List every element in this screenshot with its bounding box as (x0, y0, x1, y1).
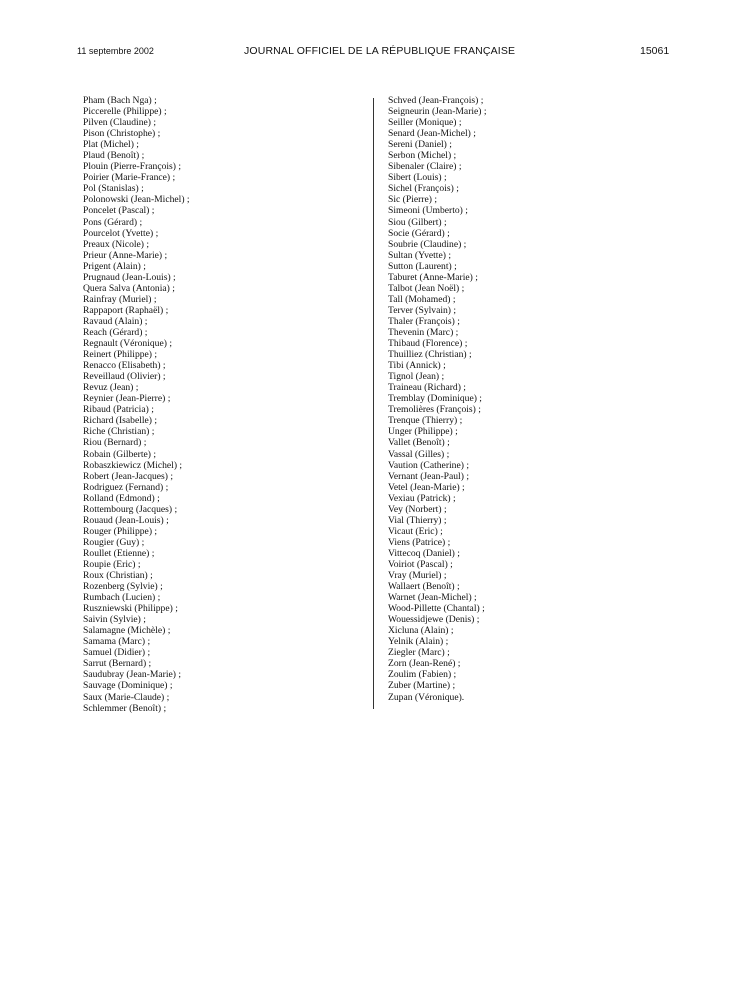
name-entry: Voiriot (Pascal) ; (388, 558, 453, 570)
name-entry: Yelnik (Alain) ; (388, 636, 449, 648)
name-entry: Salamagne (Michèle) ; (83, 625, 171, 637)
name-entry: Prugnaud (Jean-Louis) ; (83, 271, 176, 283)
name-entry: Senard (Jean-Michel) ; (388, 128, 476, 140)
name-entry: Riou (Bernard) ; (83, 437, 147, 449)
name-entry: Robaszkiewicz (Michel) ; (83, 459, 183, 471)
name-entry: Ziegler (Marc) ; (388, 647, 450, 659)
name-entry: Vittecoq (Daniel) ; (388, 547, 460, 559)
name-entry: Unger (Philippe) ; (388, 426, 458, 438)
name-entry: Roullet (Etienne) ; (83, 547, 155, 559)
name-entry: Plaud (Benoît) ; (83, 150, 145, 162)
name-entry: Zuber (Martine) ; (388, 680, 456, 692)
name-entry: Soubrie (Claudine) ; (388, 238, 467, 250)
name-entry: Samuel (Didier) ; (83, 647, 151, 659)
name-entry: Taburet (Anne-Marie) ; (388, 271, 478, 283)
column-divider (373, 98, 374, 709)
name-entry: Samama (Marc) ; (83, 636, 151, 648)
name-entry: Vray (Muriel) ; (388, 570, 447, 582)
name-entry: Poirier (Marie-France) ; (83, 172, 176, 184)
name-entry: Ribaud (Patricia) ; (83, 404, 154, 416)
name-entry: Richard (Isabelle) ; (83, 415, 158, 427)
name-entry: Pourcelot (Yvette) ; (83, 227, 159, 239)
right-name-column (388, 95, 487, 703)
name-entry: Traineau (Richard) ; (388, 382, 466, 394)
name-entry: Vial (Thierry) ; (388, 514, 447, 526)
name-entry: Regnault (Véronique) ; (83, 338, 172, 350)
name-entry: Sibert (Louis) ; (388, 172, 447, 184)
name-entry: Sauvage (Dominique) ; (83, 680, 173, 692)
name-entry: Schlemmer (Benoît) ; (83, 702, 167, 714)
page-header (0, 44, 748, 60)
name-entry: Wallaert (Benoît) ; (388, 581, 460, 593)
name-entry: Pons (Gérard) ; (83, 216, 143, 228)
name-entry: Rouger (Philippe) ; (83, 525, 158, 537)
name-entry: Revuz (Jean) ; (83, 382, 139, 394)
name-entry: Sic (Pierre) ; (388, 194, 438, 206)
name-entry: Vassal (Gilles) ; (388, 448, 450, 460)
name-entry: Serbon (Michel) ; (388, 150, 457, 162)
name-entry: Renacco (Elisabeth) ; (83, 360, 166, 372)
name-entry: Seiller (Monique) ; (388, 117, 462, 129)
name-entry: Rottembourg (Jacques) ; (83, 503, 178, 515)
name-entry: Plat (Michel) ; (83, 139, 139, 151)
name-entry: Pilven (Claudine) ; (83, 117, 157, 129)
name-entry: Saux (Marie-Claude) ; (83, 691, 170, 703)
name-entry: Reveillaud (Olivier) ; (83, 371, 166, 383)
publication-date: 11 septembre 2002 (77, 46, 154, 56)
name-entry: Vicaut (Eric) ; (388, 525, 443, 537)
name-entry: Zupan (Véronique). (388, 691, 465, 703)
name-entry: Vallet (Benoît) ; (388, 437, 450, 449)
name-entry: Sarrut (Bernard) ; (83, 658, 152, 670)
name-entry: Roux (Christian) ; (83, 570, 153, 582)
name-entry: Robain (Gilberte) ; (83, 448, 156, 460)
name-entry: Plouin (Pierre-François) ; (83, 161, 182, 173)
name-entry: Tremolières (François) ; (388, 404, 481, 416)
name-entry: Sereni (Daniel) ; (388, 139, 452, 151)
page-number: 15061 (640, 45, 670, 57)
name-entry: Pison (Christophe) ; (83, 128, 161, 140)
name-entry: Vaution (Catherine) ; (388, 459, 469, 471)
name-entry: Poncelet (Pascal) ; (83, 205, 155, 217)
name-entry: Xicluna (Alain) ; (388, 625, 454, 637)
name-entry: Preaux (Nicole) ; (83, 238, 150, 250)
name-entry: Sutton (Laurent) ; (388, 260, 457, 272)
name-entry: Thibaud (Florence) ; (388, 338, 468, 350)
name-entry: Trenque (Thierry) ; (388, 415, 463, 427)
journal-title: JOURNAL OFFICIEL DE LA RÉPUBLIQUE FRANÇAISE (244, 45, 516, 57)
name-entry: Rozenberg (Sylvie) ; (83, 581, 163, 593)
name-entry: Tignol (Jean) ; (388, 371, 445, 383)
name-entry: Seigneurin (Jean-Marie) ; (388, 106, 487, 118)
name-entry: Sultan (Yvette) ; (388, 249, 451, 261)
name-entry: Saivin (Sylvie) ; (83, 614, 146, 626)
name-entry: Rouaud (Jean-Louis) ; (83, 514, 169, 526)
name-entry: Roupie (Eric) ; (83, 558, 141, 570)
name-entry: Polonowski (Jean-Michel) ; (83, 194, 190, 206)
name-entry: Quera Salva (Antonia) ; (83, 282, 175, 294)
name-entry: Wouessidjewe (Denis) ; (388, 614, 480, 626)
name-entry: Vernant (Jean-Paul) ; (388, 470, 469, 482)
name-entry: Reynier (Jean-Pierre) ; (83, 393, 171, 405)
name-entry: Piccerelle (Philippe) ; (83, 106, 167, 118)
name-entry: Robert (Jean-Jacques) ; (83, 470, 174, 482)
name-entry: Viens (Patrice) ; (388, 536, 451, 548)
name-entry: Tibi (Annick) ; (388, 360, 446, 372)
name-entry: Tremblay (Dominique) ; (388, 393, 482, 405)
name-entry: Siou (Gilbert) ; (388, 216, 447, 228)
name-entry: Saudubray (Jean-Marie) ; (83, 669, 182, 681)
name-entry: Prigent (Alain) ; (83, 260, 146, 272)
name-entry: Reach (Gérard) ; (83, 326, 148, 338)
name-entry: Vetel (Jean-Marie) ; (388, 481, 465, 493)
name-entry: Thaler (François) ; (388, 315, 460, 327)
name-entry: Rumbach (Lucien) ; (83, 592, 161, 604)
name-entry: Rolland (Edmond) ; (83, 492, 160, 504)
name-entry: Warnet (Jean-Michel) ; (388, 592, 477, 604)
name-entry: Schved (Jean-François) ; (388, 95, 484, 106)
name-entry: Pham (Bach Nga) ; (83, 95, 157, 106)
name-entry: Ravaud (Alain) ; (83, 315, 148, 327)
name-entry: Simeoni (Umberto) ; (388, 205, 468, 217)
name-entry: Prieur (Anne-Marie) ; (83, 249, 168, 261)
name-entry: Riche (Christian) ; (83, 426, 155, 438)
name-entry: Zorn (Jean-René) ; (388, 658, 461, 670)
name-entry: Vexiau (Patrick) ; (388, 492, 456, 504)
name-entry: Terver (Sylvain) ; (388, 304, 457, 316)
name-entry: Reinert (Philippe) ; (83, 349, 158, 361)
name-entry: Socie (Gérard) ; (388, 227, 450, 239)
name-entry: Rappaport (Raphaël) ; (83, 304, 169, 316)
name-entry: Thuilliez (Christian) ; (388, 349, 472, 361)
name-entry: Rougier (Guy) ; (83, 536, 145, 548)
name-entry: Sichel (François) ; (388, 183, 459, 195)
left-name-column (83, 95, 190, 714)
name-entry: Ruszniewski (Philippe) ; (83, 603, 178, 615)
name-entry: Tall (Mohamed) ; (388, 293, 456, 305)
name-entry: Pol (Stanislas) ; (83, 183, 144, 195)
name-entry: Sibenaler (Claire) ; (388, 161, 462, 173)
name-entry: Thevenin (Marc) ; (388, 326, 459, 338)
name-entry: Rodriguez (Fernand) ; (83, 481, 169, 493)
name-entry: Wood-Pillette (Chantal) ; (388, 603, 485, 615)
name-entry: Zoulim (Fabien) ; (388, 669, 457, 681)
name-entry: Talbot (Jean Noël) ; (388, 282, 465, 294)
name-entry: Vey (Norbert) ; (388, 503, 447, 515)
name-entry: Rainfray (Muriel) ; (83, 293, 157, 305)
